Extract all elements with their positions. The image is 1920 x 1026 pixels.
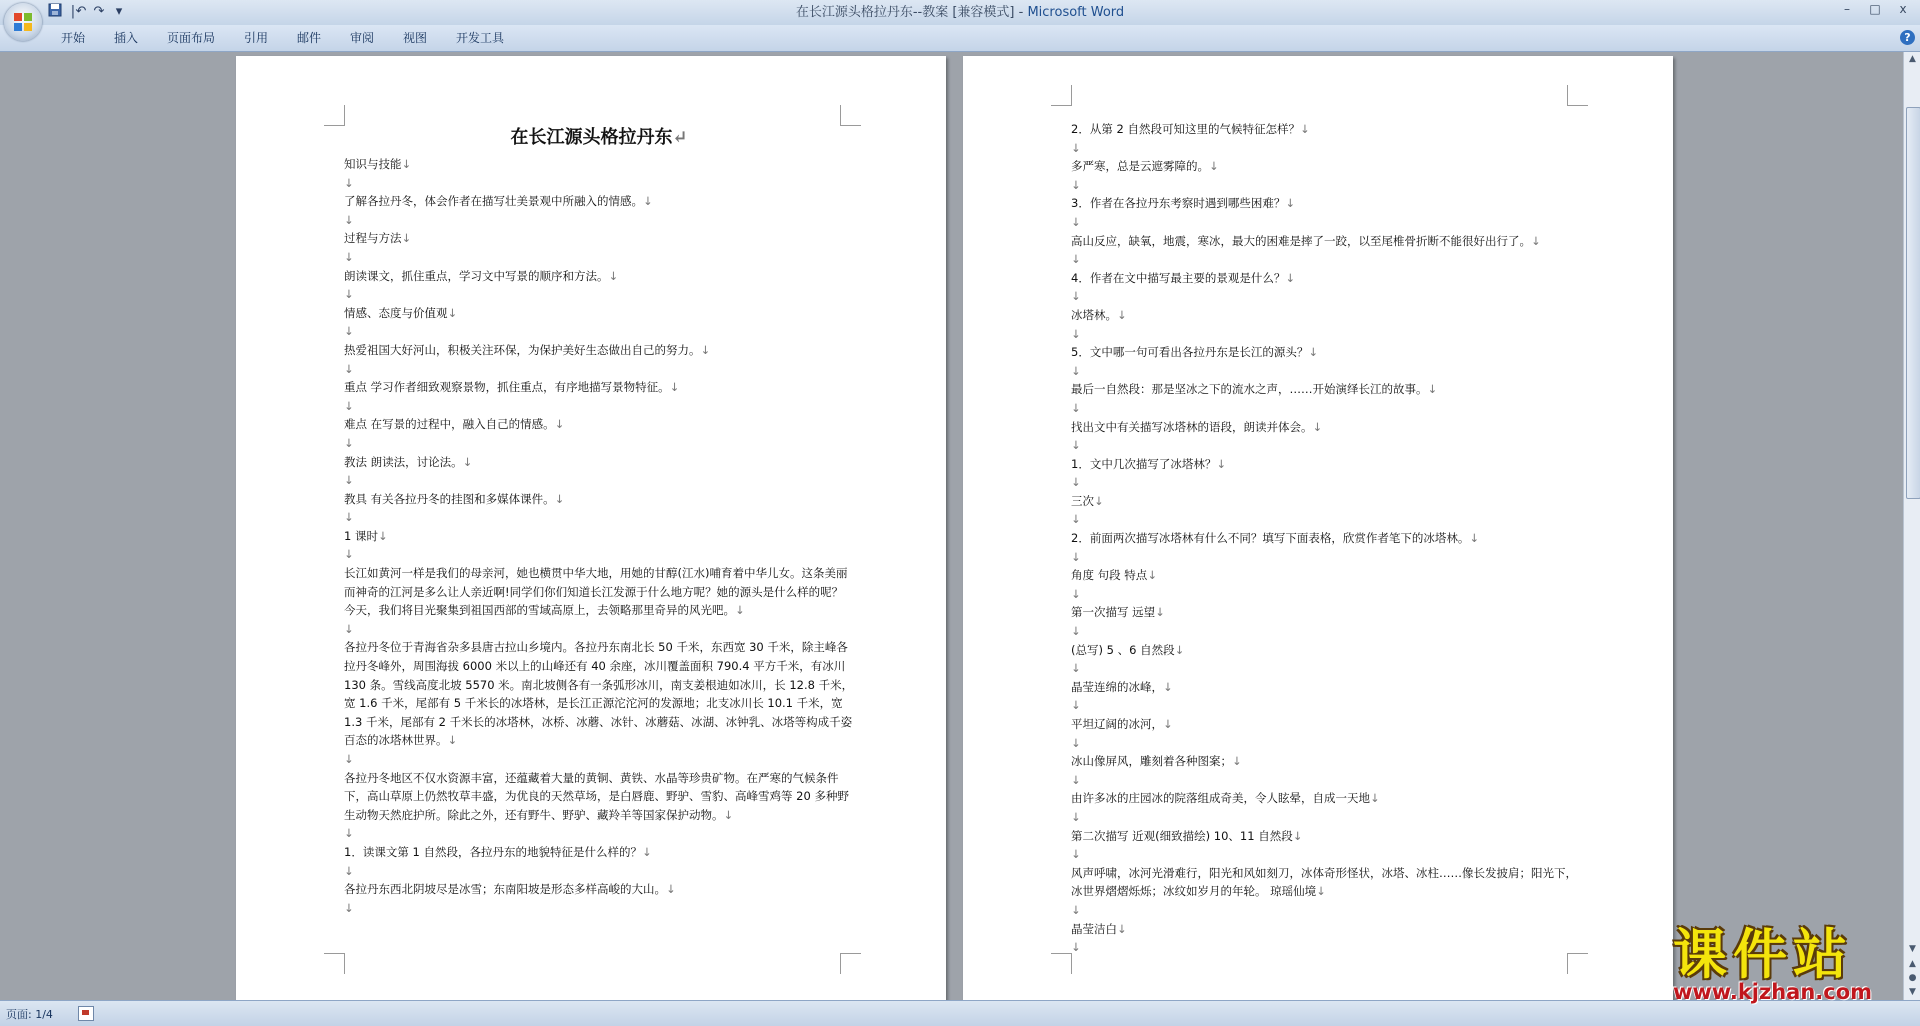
save-icon[interactable] (46, 3, 64, 21)
paragraph: 1．读课文第 1 自然段，各拉丹东的地貌特征是什么样的？↓ (344, 844, 652, 859)
paragraph: 5．文中哪一句可看出各拉丹东是长江的源头？↓ (1071, 345, 1318, 360)
empty-paragraph: ↓ (1071, 772, 1081, 787)
customize-qat-icon[interactable]: ▾ (115, 4, 123, 19)
redo-icon[interactable]: ↷ (93, 4, 105, 19)
paragraph: 过程与方法↓ (344, 231, 412, 246)
select-browse-object-button[interactable]: ● (1908, 973, 1917, 983)
empty-paragraph: ↓ (1071, 902, 1081, 917)
empty-paragraph: ↓ (1071, 847, 1081, 862)
empty-paragraph: ↓ (1071, 586, 1081, 601)
paragraph: 难点 在写景的过程中，融入自己的情感。↓ (344, 417, 565, 432)
document-title: 在长江源头格拉丹东↵ (510, 127, 688, 148)
watermark-logo (1665, 923, 1920, 1004)
paragraph: 晶莹连绵的冰峰，↓ (1071, 679, 1173, 694)
empty-paragraph: ↓ (344, 547, 354, 562)
tab-mailings[interactable]: 邮件 (297, 31, 322, 45)
tab-developer[interactable]: 开发工具 (456, 31, 505, 45)
empty-paragraph: ↓ (344, 510, 354, 525)
paragraph: 角度 句段 特点↓ (1071, 568, 1157, 583)
crop-mark (324, 105, 345, 126)
tab-insert[interactable]: 插入 (114, 31, 139, 45)
proofing-icon[interactable] (78, 1006, 94, 1021)
paragraph: 冰塔林。↓ (1071, 307, 1127, 322)
paragraph: 冰山像屏风，雕刻着各种图案；↓ (1071, 754, 1242, 769)
empty-paragraph: ↓ (1071, 400, 1081, 415)
paragraph: 教法 朗读法，讨论法。↓ (344, 454, 473, 469)
paragraph: 晶莹洁白↓ (1071, 921, 1127, 936)
empty-paragraph: ↓ (1071, 940, 1081, 955)
paragraph: 长江如黄河一样是我们的母亲河，她也横贯中华大地，用她的甘醇(江水)哺育着中华儿女。这条美丽而神奇的江河是多么让人亲近啊!同学们你们知道长江发源于什么地方呢？她的源头是什么样的呢？今天，我们将目光聚集到祖国西部的雪域高原上，去领略那里奇异的风光吧。↓ (344, 566, 848, 618)
empty-paragraph: ↓ (1071, 735, 1081, 750)
empty-paragraph: ↓ (1071, 549, 1081, 564)
watermark-text: 课件站 (1673, 923, 1853, 986)
empty-paragraph: ↓ (344, 752, 354, 766)
window-title-doc: 在长江源头格拉丹东--教案 [兼容模式] - (795, 5, 1024, 20)
crop-mark (840, 953, 861, 974)
maximize-button[interactable]: □ (1869, 2, 1881, 16)
office-button[interactable] (4, 3, 42, 41)
paragraph: 最后一自然段：那是坚冰之下的流水之声，……开始演绎长江的故事。↓ (1071, 382, 1438, 397)
empty-paragraph: ↓ (1071, 809, 1081, 824)
empty-paragraph: ↓ (344, 175, 354, 190)
paragraph: 知识与技能↓ (344, 157, 412, 171)
status-bar (0, 1000, 1920, 1026)
qat-separator: | (70, 4, 76, 19)
paragraph-list (1071, 120, 1581, 957)
paragraph: 各拉丹冬位于青海省杂多县唐古拉山乡境内。各拉丹东南北长 50 千米，东西宽 30 千米，除主峰各拉丹冬峰外，周围海拔 6000 米以上的山峰还有 40 余座，冰川覆盖面积 790.4 平方千米，有冰川 130 条。雪线高度北坡 5570 米。南北坡侧各有一条弧形冰川，南支姜根迪如冰川，长 12.8 千米，宽 1.6 千米，尾部有 5 千米长的冰塔林，是长江正源沱沱河的发源地；北支冰川长 10.1 千米，宽 1.3 千米，尾部有 2 千米长的冰塔林，冰桥、冰蘑、冰针、冰蘑菇、冰湖、冰钟乳、冰塔等构成千姿百态的冰塔林世界。↓ (344, 640, 854, 748)
empty-paragraph: ↓ (344, 900, 354, 915)
paragraph: 朗读课文，抓住重点，学习文中写景的顺序和方法。↓ (344, 268, 619, 283)
paragraph: 1．文中几次描写了冰塔林？↓ (1071, 456, 1226, 471)
help-icon[interactable]: ? (1900, 30, 1915, 45)
paragraph: 第一次描写 远望↓ (1071, 605, 1165, 620)
paragraph: 热爱祖国大好河山，积极关注环保，为保护美好生态做出自己的努力。↓ (344, 342, 711, 357)
office-logo-icon (14, 13, 32, 31)
paragraph: 多严寒，总是云遮雾障的。↓ (1071, 159, 1219, 174)
paragraph: 第二次描写 近观(细致描绘) 10、11 自然段↓ (1071, 828, 1303, 843)
empty-paragraph: ↓ (1071, 140, 1081, 155)
crop-mark (324, 953, 345, 974)
empty-paragraph: ↓ (344, 287, 354, 302)
previous-page-button[interactable]: ▲ (1909, 959, 1916, 969)
document-page-1[interactable] (236, 56, 946, 1000)
tab-review[interactable]: 审阅 (350, 31, 375, 45)
tab-home[interactable]: 开始 (61, 31, 86, 45)
empty-paragraph: ↓ (344, 863, 354, 878)
document-page-2[interactable] (963, 56, 1673, 1000)
paragraph: 平坦辽阔的冰河，↓ (1071, 717, 1173, 731)
window-title-app: Microsoft Word (1027, 5, 1125, 20)
empty-paragraph: ↓ (344, 621, 354, 636)
empty-paragraph: ↓ (344, 398, 354, 413)
empty-paragraph: ↓ (1071, 698, 1081, 713)
scroll-up-button[interactable]: ▲ (1909, 54, 1916, 64)
minimize-button[interactable]: – (1844, 2, 1850, 16)
title-bar (0, 0, 1920, 25)
empty-paragraph: ↓ (1071, 363, 1081, 378)
crop-mark (1051, 953, 1072, 974)
page-1-body (344, 125, 854, 917)
paragraph: 2．从第 2 自然段可知这里的气候特征怎样？↓ (1071, 122, 1310, 136)
paragraph: 由许多冰的庄园冰的院落组成奇美，令人眩晕，自成一天地↓ (1071, 791, 1380, 806)
paragraph: (总写) 5 、6 自然段↓ (1071, 642, 1185, 657)
window-title (0, 0, 1920, 25)
ribbon-tabs (0, 25, 1920, 52)
empty-paragraph: ↓ (1071, 624, 1081, 639)
scroll-thumb[interactable] (1906, 107, 1920, 499)
empty-paragraph: ↓ (1071, 177, 1081, 192)
paragraph: 4．作者在文中描写最主要的景观是什么？↓ (1071, 270, 1295, 285)
empty-paragraph: ↓ (1071, 326, 1081, 341)
empty-paragraph: ↓ (1071, 475, 1081, 490)
empty-paragraph: ↓ (1071, 661, 1081, 676)
empty-paragraph: ↓ (344, 473, 354, 488)
empty-paragraph: ↓ (344, 435, 354, 450)
watermark-url: www.kjzhan.com (1673, 980, 1873, 1004)
empty-paragraph: ↓ (344, 249, 354, 264)
tab-page-layout[interactable]: 页面布局 (167, 31, 216, 45)
paragraph: 三次↓ (1071, 493, 1104, 508)
empty-paragraph: ↓ (344, 212, 354, 227)
empty-paragraph: ↓ (344, 826, 354, 841)
paragraph: 找出文中有关描写冰塔林的语段，朗读并体会。↓ (1071, 419, 1323, 434)
paragraph: 风声呼啸，冰河光滑难行，阳光和风如刻刀，冰体奇形怪状，冰塔、冰柱……像长发披肩；阳光下，冰世界熠熠烁烁；冰纹如岁月的年轮。 琼瑶仙境↓ (1071, 865, 1577, 899)
vertical-scrollbar[interactable] (1903, 52, 1920, 1000)
paragraph: 1 课时↓ (344, 528, 388, 543)
scroll-down-button[interactable]: ▼ (1909, 944, 1916, 954)
paragraph: 2．前面两次描写冰塔林有什么不同？填写下面表格，欣赏作者笔下的冰塔林。↓ (1071, 531, 1479, 546)
paragraph: 各拉丹东西北阴坡尽是冰雪；东南阳坡是形态多样高峻的大山。↓ (344, 882, 676, 897)
tab-view[interactable]: 视图 (403, 31, 428, 45)
undo-icon[interactable]: ↶ (75, 4, 87, 19)
crop-mark (840, 105, 861, 126)
paragraph: 高山反应，缺氧，地震，寒冰，最大的困难是摔了一跤，以至尾椎骨折断不能很好出行了。↓ (1071, 233, 1541, 248)
empty-paragraph: ↓ (1071, 512, 1081, 527)
paragraph: 3．作者在各拉丹东考察时遇到哪些困难？↓ (1071, 196, 1295, 211)
paragraph: 教具 有关各拉丹冬的挂图和多媒体课件。↓ (344, 491, 565, 506)
empty-paragraph: ↓ (1071, 438, 1081, 453)
document-workspace (0, 52, 1903, 1000)
empty-paragraph: ↓ (344, 361, 354, 376)
empty-paragraph: ↓ (344, 324, 354, 339)
crop-mark (1051, 85, 1072, 106)
tab-references[interactable]: 引用 (244, 31, 269, 45)
paragraph: 了解各拉丹冬，体会作者在描写壮美景观中所融入的情感。↓ (344, 194, 653, 209)
paragraph: 各拉丹冬地区不仅水资源丰富，还蕴藏着大量的黄铜、黄铁、水晶等珍贵矿物。在严寒的气候条件下，高山草原上仍然牧草丰盛，为优良的天然草场，是白唇鹿、野驴、雪豹、高峰雪鸡等 20 多种野生动物天然庇护所。除此之外，还有野牛、野驴、藏羚羊等国家保护动物。↓ (344, 770, 849, 822)
page-counter[interactable]: 页面: 1/4 (6, 1008, 53, 1021)
paragraph: 情感、态度与价值观↓ (344, 305, 458, 320)
empty-paragraph: ↓ (1071, 252, 1081, 267)
close-button[interactable]: x (1899, 2, 1907, 16)
page-2-body (1071, 120, 1581, 957)
next-page-button[interactable]: ▼ (1909, 987, 1916, 997)
empty-paragraph: ↓ (1071, 214, 1081, 229)
paragraph-list (344, 155, 854, 917)
crop-mark (1567, 85, 1588, 106)
empty-paragraph: ↓ (1071, 289, 1081, 304)
paragraph: 重点 学习作者细致观察景物，抓住重点，有序地描写景物特征。↓ (344, 380, 680, 395)
